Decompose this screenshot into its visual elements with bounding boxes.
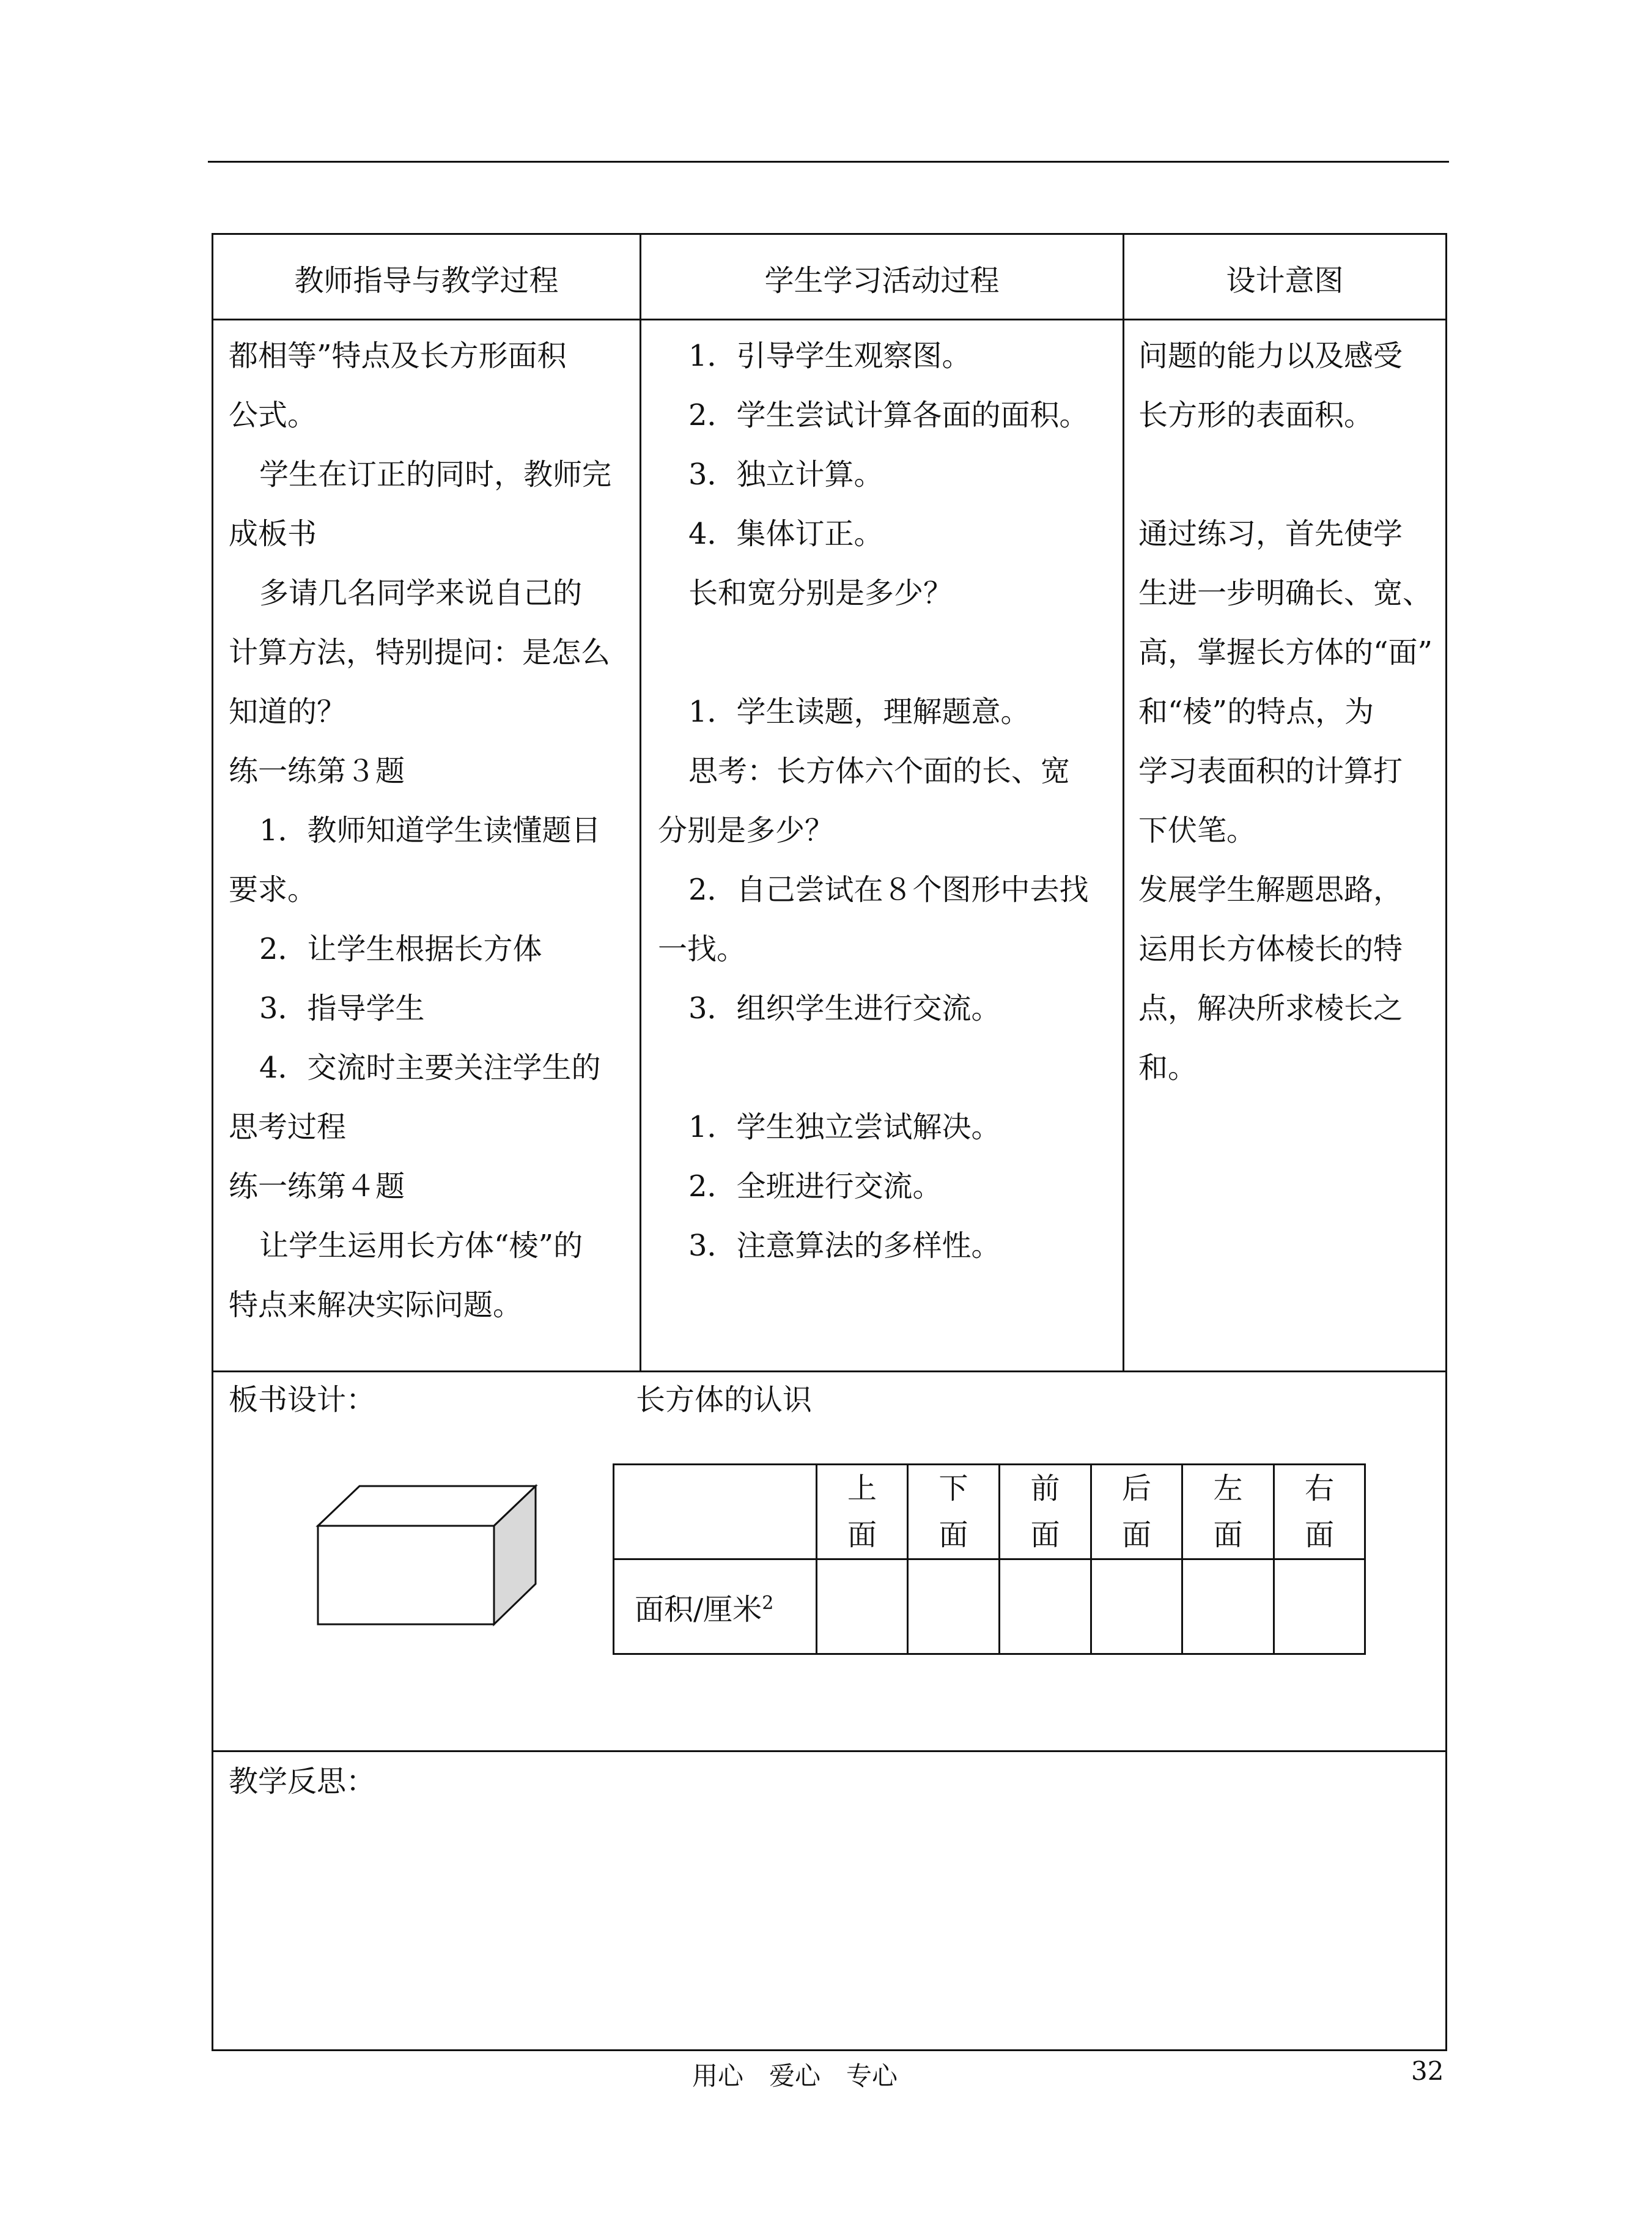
face-header-bottom: 面 bbox=[1121, 1518, 1151, 1552]
face-header-bottom: 面 bbox=[847, 1518, 877, 1552]
teacher-process-line: 2．让学生根据长方体 bbox=[259, 932, 542, 966]
design-intent-line: 生进一步明确长、宽、 bbox=[1138, 576, 1433, 610]
table-border-left bbox=[212, 233, 213, 2051]
student-activity-column bbox=[658, 327, 1119, 1276]
reflection-label: 教学反思： bbox=[229, 1764, 376, 1799]
student-activity-line: 1．引导学生观察图。 bbox=[688, 339, 972, 373]
student-activity-line bbox=[658, 1038, 1119, 1098]
page-number: 32 bbox=[1411, 2056, 1444, 2086]
face-header-top: 左 bbox=[1213, 1471, 1243, 1506]
design-intent-column bbox=[1138, 327, 1444, 1098]
table-border-reflection bbox=[212, 1750, 1447, 1752]
teacher-process-line: 要求。 bbox=[229, 873, 317, 907]
header-intent: 设计意图 bbox=[1226, 264, 1344, 298]
student-activity-line bbox=[658, 623, 1119, 682]
face-header bbox=[1275, 1465, 1364, 1558]
face-header bbox=[1000, 1465, 1090, 1558]
design-intent-line: 通过练习，首先使学 bbox=[1138, 517, 1403, 551]
design-intent-line: 运用长方体棱长的特 bbox=[1138, 932, 1403, 966]
face-header-top: 右 bbox=[1304, 1471, 1334, 1506]
student-activity-line: 思考：长方体六个面的长、宽 bbox=[688, 754, 1071, 788]
table-border-header bbox=[212, 319, 1447, 320]
design-intent-line: 高，掌握长方体的“面” bbox=[1138, 635, 1433, 670]
student-activity-line: 分别是多少？ bbox=[658, 813, 835, 848]
design-intent-line: 问题的能力以及感受 bbox=[1138, 339, 1403, 373]
face-header-bottom: 面 bbox=[1304, 1518, 1334, 1552]
design-intent-line: 和。 bbox=[1138, 1051, 1198, 1085]
table-border-right bbox=[1445, 233, 1447, 2051]
design-intent-line: 点，解决所求棱长之 bbox=[1138, 991, 1403, 1026]
student-activity-line: 1．学生独立尝试解决。 bbox=[688, 1110, 1001, 1144]
student-activity-line: 一找。 bbox=[658, 932, 747, 966]
table-border-top bbox=[212, 233, 1447, 235]
header-teacher: 教师指导与教学过程 bbox=[294, 264, 559, 298]
teacher-process-line: 知道的？ bbox=[229, 695, 347, 729]
teacher-process-line: 都相等”特点及长方形面积 bbox=[229, 339, 567, 373]
teacher-process-line: 计算方法，特别提问：是怎么 bbox=[229, 635, 611, 670]
face-header bbox=[1092, 1465, 1181, 1558]
design-intent-line: 发展学生解题思路， bbox=[1138, 873, 1403, 907]
face-header-bottom: 面 bbox=[1213, 1518, 1243, 1552]
face-header-top: 前 bbox=[1030, 1471, 1060, 1506]
area-row-label: 面积/厘米$^2$ bbox=[635, 1592, 774, 1627]
teacher-process-line: 公式。 bbox=[229, 398, 317, 432]
student-activity-line: 3．注意算法的多样性。 bbox=[688, 1229, 1001, 1263]
teacher-process-line: 练一练第３题 bbox=[229, 754, 405, 788]
board-title: 长方体的认识 bbox=[636, 1383, 813, 1417]
teacher-process-column bbox=[229, 327, 632, 1335]
teacher-process-line: 4．交流时主要关注学生的 bbox=[259, 1051, 601, 1085]
student-activity-line: 1．学生读题，理解题意。 bbox=[688, 695, 1030, 729]
student-activity-line: 4．集体订正。 bbox=[688, 517, 883, 551]
board-label: 板书设计： bbox=[229, 1383, 376, 1417]
student-activity-line: 3．独立计算。 bbox=[688, 457, 883, 492]
table-border-board bbox=[212, 1370, 1447, 1372]
teacher-process-line: 特点来解决实际问题。 bbox=[229, 1288, 523, 1322]
teacher-process-line: 思考过程 bbox=[229, 1110, 347, 1144]
teacher-process-line: 1．教师知道学生读懂题目 bbox=[259, 813, 601, 848]
student-activity-line: 3．组织学生进行交流。 bbox=[688, 991, 1001, 1026]
table-border-bottom bbox=[212, 2049, 1447, 2051]
student-activity-line: 2．自己尝试在８个图形中去找 bbox=[688, 873, 1089, 907]
table-divider-1 bbox=[640, 233, 641, 1372]
design-intent-line: 学习表面积的计算打 bbox=[1138, 754, 1403, 788]
student-activity-line: 长和宽分别是多少？ bbox=[688, 576, 953, 610]
teacher-process-line: 多请几名同学来说自己的 bbox=[259, 576, 583, 610]
footer-motto: 用心 爱心 专心 bbox=[692, 2061, 898, 2091]
face-header bbox=[817, 1465, 907, 1558]
faces-table bbox=[613, 1463, 1366, 1655]
student-activity-line: 2．全班进行交流。 bbox=[688, 1169, 942, 1204]
teacher-process-line: 让学生运用长方体“棱”的 bbox=[259, 1229, 583, 1263]
face-header-bottom: 面 bbox=[938, 1518, 968, 1552]
design-intent-line: 长方形的表面积。 bbox=[1138, 398, 1374, 432]
face-header-bottom: 面 bbox=[1030, 1518, 1060, 1552]
cuboid-drawing bbox=[312, 1480, 544, 1633]
face-header-top: 后 bbox=[1121, 1471, 1151, 1506]
teacher-process-line: 3．指导学生 bbox=[259, 991, 425, 1026]
face-header-top: 上 bbox=[847, 1471, 877, 1506]
face-header-top: 下 bbox=[938, 1471, 968, 1506]
header-student: 学生学习活动过程 bbox=[764, 264, 1000, 298]
header-rule bbox=[208, 161, 1449, 163]
teacher-process-line: 学生在订正的同时，教师完 bbox=[259, 457, 612, 492]
student-activity-line: 2．学生尝试计算各面的面积。 bbox=[688, 398, 1089, 432]
design-intent-line: 和“棱”的特点，为 bbox=[1138, 695, 1374, 729]
design-intent-line: 下伏笔。 bbox=[1138, 813, 1256, 848]
teacher-process-line: 练一练第４题 bbox=[229, 1169, 405, 1204]
face-header bbox=[1183, 1465, 1273, 1558]
design-intent-line bbox=[1138, 445, 1444, 505]
face-header bbox=[909, 1465, 998, 1558]
teacher-process-line: 成板书 bbox=[229, 517, 317, 551]
table-divider-2 bbox=[1123, 233, 1124, 1372]
